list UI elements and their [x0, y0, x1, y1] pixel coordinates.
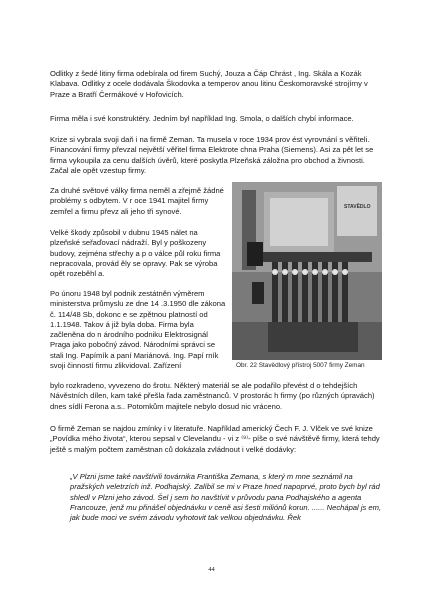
paragraph-air-raid: Velké škody způsobil v dubnu 1945 nálet na plzeňské seřaďovací nádraží. Byl y poškozeny budovy, zejména střechy a p o válce půl roku firma nepracovala, provád ěly se opravy. Pak se výroba opět rozeběhl a.: [50, 228, 221, 279]
paragraph-equipment-scrapped: bylo rozkradeno, vyvezeno do šrotu. Některý materiál se ale podařilo převést d o tehdejších Návěstních dílen, kam také přešla řada zaměstnanců. V prostorác h firmy (po různých úpravách) dnes sídlí Ferona a.s.. Potomkům majitele nebylo dosud nic vráceno.: [50, 381, 375, 411]
paragraph-wartime: Za druhé světové války firma neměl a zřejmě žádné problémy s odbytem. V r oce 1941 majitel firmy zemřel a firmu převz ali jeho tři synové.: [50, 186, 224, 216]
signal-box-photo: [232, 182, 382, 360]
paragraph-nationalization: Po únoru 1948 byl podnik zestátněn výměrem ministerstva průmyslu ze dne 14 .3.1950 dle zákona č. 114/48 Sb, dokonc e se zpětnou platností od 1.1.1948. Takov á již byla doba. Firma byla začleněna do n árodního podniku Elektrosignál Praga jako pobočný závod. Národními správci se stali Ing. Papímík a paní Mariánová. Ing. Papí rník svoji činností firmu zlikvidoval. Zařízení: [50, 289, 226, 371]
paragraph-supplier-castings: Odlitky z šedé litiny firma odebírala od firem Suchý, Jouza a Čáp Chrást , Ing. Skála a Kozák Klabava. Odlitky z ocele dodávala Škodovka a temperov anou litinu Českomoravské strojírny v Praze a Bratří Čermákové v Hořovicích.: [50, 69, 368, 99]
paragraph-literature: O firmě Zeman se najdou zmínky i v literatuře. Například americký Čech F. J. Vlček ve své knize „Povídka mého života“, kterou sepsal v Clevelandu - vi z ⁽⁹⁾- píše o své návštěvě firmy, která tehdy ještě s malým počtem zaměstnan ců dokázala zvládnout i velké dodávky:: [50, 424, 380, 454]
quote-vlcek: „V Plzni jsme také navštívili továrnika Františka Zemana, s který m mne seznámil na pražských veletrzích inž. Podhajský. Zalíbil se mi v Praze hned napoprvé, proto bych byl rád shledl v Plzni jeho závod. Šel j sem ho navštívit v průvodu pana Podhajského a agenta Francouze, jenž mu přinášel objednávku v ceně asi šesti miliónů korun. ...... Nechápal js em, jak bude moci ve svém závodu vyhotovit tak velkou objednávku. Řek: [70, 472, 382, 523]
paragraph-designers: Firma měla i své konstruktéry. Jedním byl například Ing. Smola, o dalších chybí informace.: [50, 114, 354, 123]
paragraph-crisis: Krize si vybrala svoji daň i na firmě Zeman. Ta musela v roce 1934 prov ést vyrovnání s věřiteli. Financování firmy převzal největší věřitel firma Elektrote chna Praha (Siemens). Asi za pět let se firma vykoupila za cenu dalších úvěrů, které poskytla Plzeňská záložna pro obchod a živnosti. Začal ale opět vzestup firmy.: [50, 135, 374, 175]
page-number: 44: [208, 566, 215, 573]
signal-box-sign: STAVĚDLO: [344, 204, 371, 210]
figure-caption: Obr. 22 Stavědlový přístroj 5007 firmy Zeman: [236, 362, 365, 369]
